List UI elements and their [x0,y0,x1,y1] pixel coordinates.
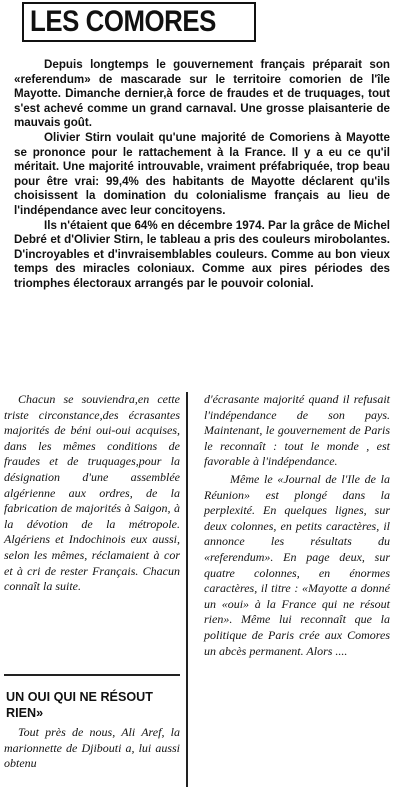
right-column-paragraph-2: Même le «Journal de l'Ile de la Réunion» est plongé dans la perplexité. En quelques lignes, sur deux colonnes, en petits caractères, il annonce les résultats du «referendum». En page deux, sur quatre colonnes, en énormes caractères, il titre : «Mayotte a donné un «oui» à la France qui ne résout rien». Même lui reconnaît que la politique de Paris crée aux Comores un abcès permanent. Alors .... [204,471,390,658]
lead-paragraph-1: Depuis longtemps le gouvernement français préparait son «referendum» de mascarade sur le territoire comorien de l'île Mayotte. Dimanche dernier,à force de fraudes et de truquages, tout s'est achevé comme un grand carnaval. Une grosse plaisanterie de mauvais goût. [14,58,390,130]
right-column [204,392,390,661]
lead-paragraph-3: Ils n'étaient que 64% en décembre 1974. Par la grâce de Michel Debré et d'Olivier Stirn, le tableau a pris des couleurs mirobolantes. D'incroyables et d'invraisemblables couleurs. Comme au bon vieux temps des miracles coloniaux. Comme aux pires périodes des triomphes électoraux arrangés par le pouvoir colonial. [14,218,390,290]
lead-paragraph-2: Olivier Stirn voulait qu'une majorité de Comoriens à Mayotte se prononce pour le rattachement à la France. Il y a eu ce qu'il méritait. Une majorité introuvable, vraiment préfabriquée, trop beau pour être vrai: 99,4% des habitants de Mayotte déclarent qu'ils choisissent la domination du colonialisme français au lieu de l'indépendance avec leur concitoyens. [14,130,390,217]
left-column-paragraph: Chacun se souviendra,en cette triste circonstance,des écrasantes majorités de béni oui-oui acquises, dans les mêmes conditions de fraudes et de truquages,pour la désignation d'une assemblée algérienne aux ordres, de la fabrication de majorités à Saigon, à la dévotion de la métropole. Algériens et Indochinois eux aussi, selon les mêmes, réclamaient à cor et à cri de rester Français. Chacun connaît la suite. [4,392,180,594]
headline-box [22,2,256,42]
left-column-continued [4,725,180,772]
subheading: UN OUI QUI NE RÉSOUT RIEN» [6,690,153,720]
column-divider [186,392,188,787]
left-column-paragraph-2: Tout près de nous, Ali Aref, la marionnette de Djibouti a, lui aussi obtenu [4,725,180,771]
left-column [4,392,180,595]
body-columns [0,392,400,787]
article-title: LES COMORES [30,5,216,38]
right-column-paragraph-1: d'écrasante majorité quand il refusait l'indépendance de son pays. Maintenant, le gouvernement de Paris le reconnaît : tout le monde , est favorable à l'indépendance. [204,392,390,469]
subhead-rule [4,674,180,676]
lead-section [14,58,390,292]
